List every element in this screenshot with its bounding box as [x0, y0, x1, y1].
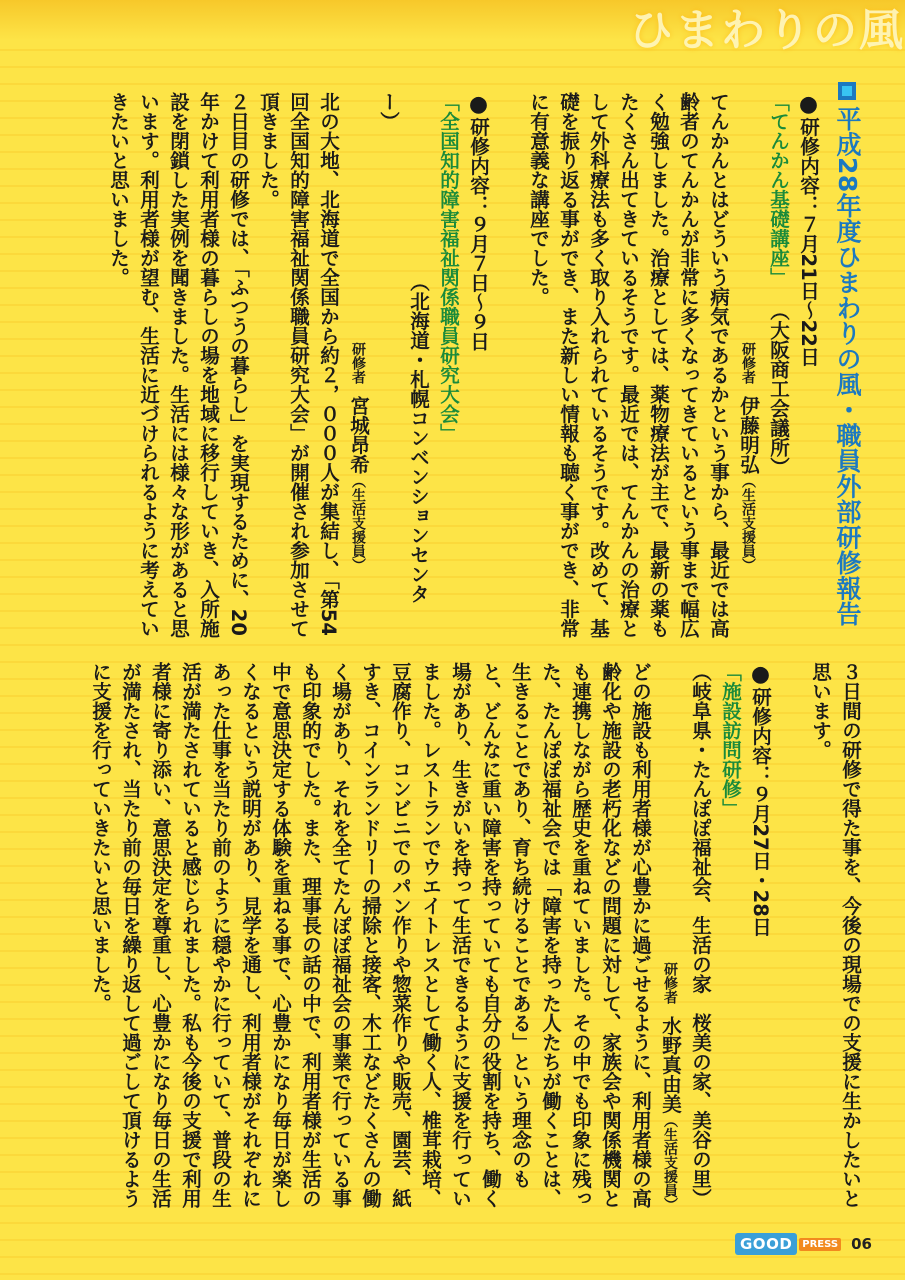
section-2-continuation: ３日間の研修で得た事を、今後の現場での支援に生かしたいと思います。 — [809, 662, 862, 1208]
bullet-icon: ● — [796, 92, 821, 117]
section-2-dept: （生活支援員） — [350, 474, 366, 572]
section-3 — [85, 662, 775, 1222]
section-1-dept: （生活支援員） — [740, 474, 756, 572]
section-2-venue: （北海道・札幌コンベンションセンター） — [377, 92, 430, 604]
section-3-paragraph: どの施設も利用者様が心豊かに過ごせるように、利用者様の高齢化や施設の老朽化などの問題に対して、家族会や関係機関とも連携しながら歴史を重ねていました。その中でも印象に残った、たんぽぽ福祉会では「障害を持った人たちが働くことは、生きることであり、育ち続けることである」という理念のもと、どんなに重い障害を持っていても自分の役割を持ち、働く場があり、生きがいを持って生活できるように支援を行っていました。レストランでウエイトレスとして働く人、椎茸栽培、豆腐作り、コンビニでのパン作りや惣菜作りや販売、園芸、紙すき、コインランドリーの掃除と接客、木工などたくさんの働く場があり、それを全てたんぽぽ福祉会の事業で行っている事も印象的でした。また、理事長の話の中で、利用者様が生活の中で意思決定する体験を重ねる事で、心豊かになり毎日が楽しくなるという説明があり、見学を通し、利用者様がそれぞれにあった仕事を当たり前のように穏やかに行っていて、普段の生活が満たされていると感じられました。私も今後の支援で利用者様に寄り添い、意思決定を尊重し、心豊かになり毎日の生活が満たされ、当たり前の毎日を繰り返して過ごして頂けるように支援を行っていきたいと思いました。 — [89, 662, 652, 1208]
press-logo: PRESS — [799, 1238, 841, 1251]
section-2-label: 研修内容：９月７日〜９日 — [467, 117, 490, 351]
footer — [735, 1230, 895, 1258]
section-1-label: 研修内容：７月21日〜22日 — [797, 117, 820, 367]
header-logo-text: ひまわりの風 — [629, 5, 905, 56]
section-1-topic: 「てんかん基礎講座」 — [767, 92, 790, 287]
title-text: 平成28年度ひまわりの風・職員外部研修報告 — [833, 106, 862, 627]
section-2-topic: 「全国知的障害福祉関係職員研究大会」 — [437, 92, 460, 443]
lower-article — [35, 662, 865, 1222]
section-1-venue: （大阪商工会議所） — [767, 301, 790, 477]
title-square-icon — [838, 82, 856, 100]
good-press-logo: GOOD — [735, 1233, 797, 1255]
section-1-paragraph: てんかんとはどういう病気であるかという事から、最近では高齢者のてんかんが非常に多くなってきているという事まで幅広く勉強しました。治療としては、薬物療法が主で、最新の薬もたくさん出てきているそうです。最近では、てんかんの治療として外科療法も多く取り入れられているそうです。改めて、基礎を振り返る事ができ、また新しい情報も聴く事ができ、非常に有意義な講座でした。 — [527, 92, 730, 638]
section-2-paragraph-1: 北の大地、北海道で全国から約２，０００人が集結し、「第54回全国知的障害福祉関係職員研究大会」が開催され参加させて頂きました。 — [257, 92, 340, 638]
section-3-label: 研修内容：９月27日・28日 — [749, 687, 772, 937]
section-3-dept: （生活支援員） — [662, 1113, 678, 1212]
section-1-role: 研修者 — [740, 342, 756, 384]
bullet-icon: ● — [748, 662, 773, 687]
section-3-role: 研修者 — [662, 962, 678, 1004]
section-3-venue: （岐阜県・たんぽぽ福祉会、生活の家 桜美の家、美谷の里） — [689, 662, 712, 1208]
section-2-paragraph-2: ２日目の研修では、「ふつうの暮らし」を実現するために、20年かけて利用者様の暮らしの場を地域に移行していき、入所施設を閉鎖した実例を聞きました。生活には様々な形があると思います。利用者様が望む、生活に近づけられるように考えていきたいと思いました。 — [107, 92, 250, 638]
upper-article — [33, 92, 823, 642]
page-title — [832, 82, 862, 642]
bullet-icon: ● — [466, 92, 491, 117]
section-3-name: 水野真由美 — [659, 1016, 682, 1114]
page-number: 06 — [851, 1235, 872, 1253]
section-2-name: 宮城昂希 — [347, 396, 370, 474]
section-2 — [103, 92, 493, 642]
section-3-topic: 「施設訪問研修」 — [719, 662, 742, 818]
section-1-name: 伊藤明弘 — [737, 396, 760, 474]
section-2-role: 研修者 — [350, 342, 366, 384]
section-1 — [523, 92, 823, 642]
